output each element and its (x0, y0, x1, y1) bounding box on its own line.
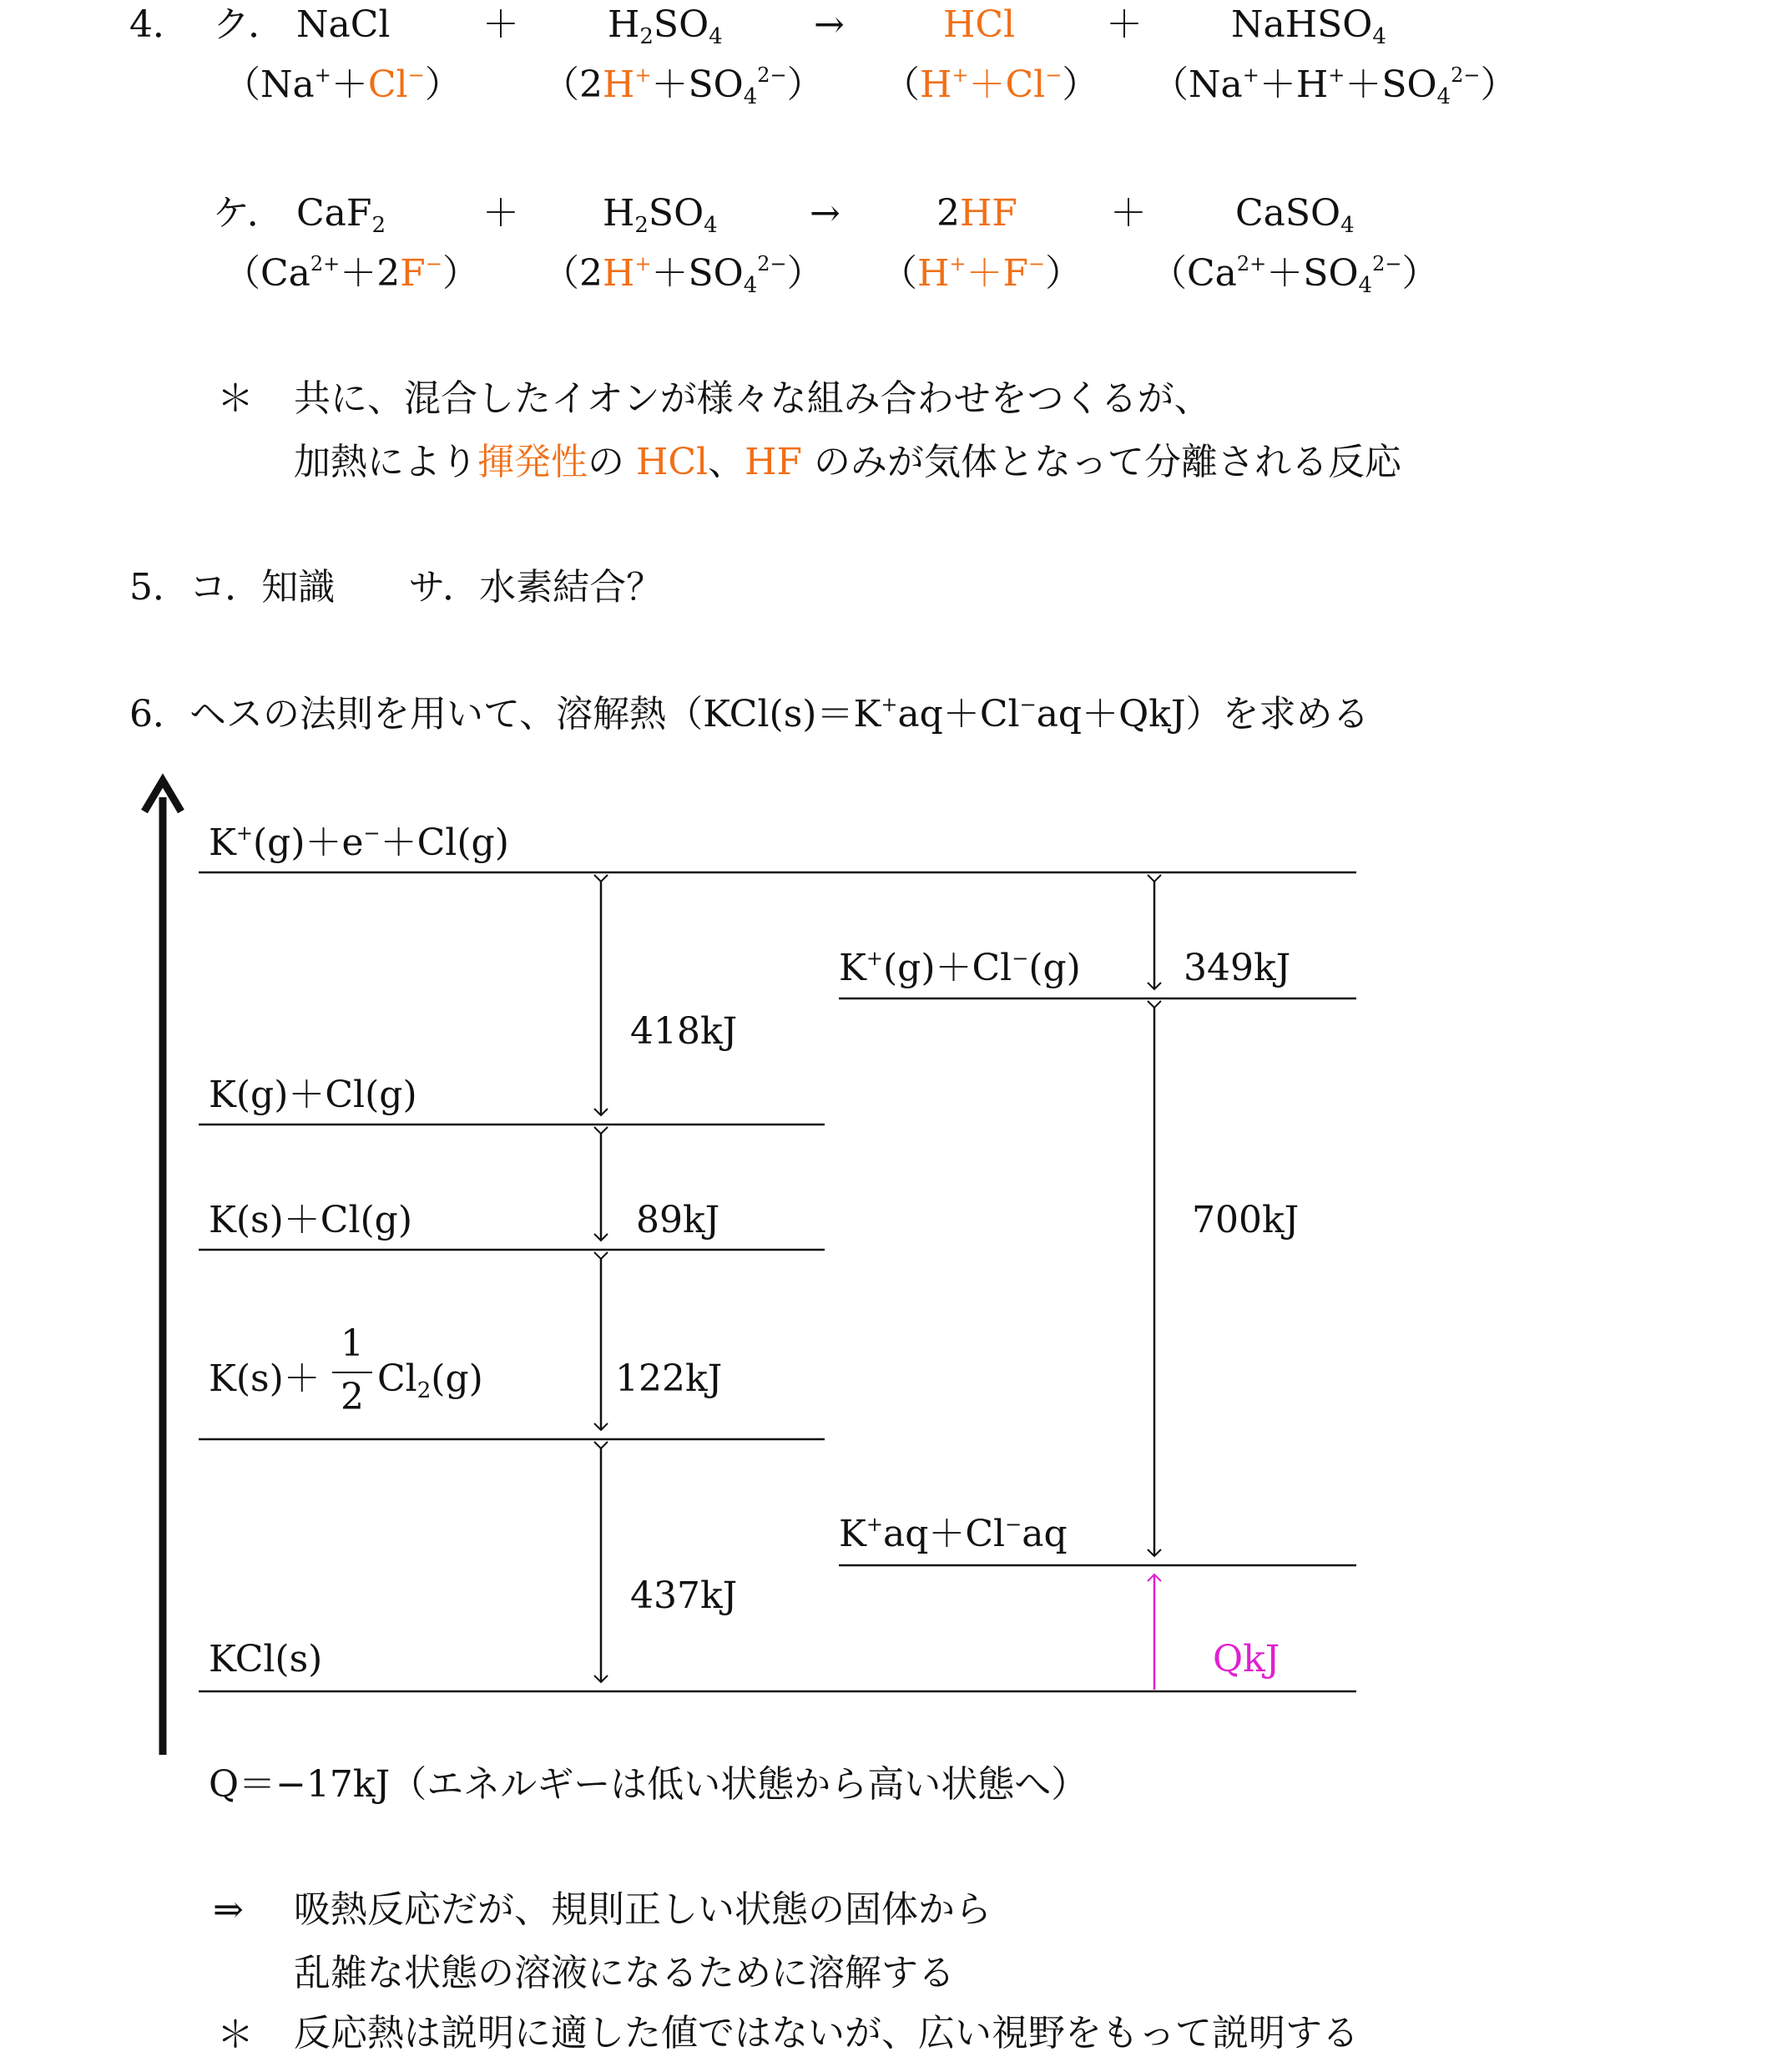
energy-label-418: 418kJ (630, 1010, 738, 1053)
ke-arrow: → (810, 192, 840, 235)
energy-label-122: 122kJ (615, 1357, 723, 1400)
fraction-denominator: 2 (341, 1376, 364, 1418)
ke-ions4: $(Ca^{2+}+SO_4^{2-})$ (1150, 252, 1439, 298)
ku-ions1: （Na+＋Cl−） (224, 63, 462, 106)
energy-label-349: 349kJ (1184, 947, 1291, 989)
ke-product2: CaSO$_4$ (1235, 192, 1355, 238)
level-label-ks: K(s)＋Cl(g) (209, 1199, 413, 1241)
level-label-kcl2-b: $Cl_2(g)$ (377, 1357, 483, 1403)
ku-reactant2: $H_2SO_4$ (608, 3, 723, 49)
ku-label: ク． (213, 3, 285, 46)
ke-ions3: （H+＋F−） (881, 252, 1083, 295)
item6-text: 6．ヘスの法則を用いて、溶解熱（KCl(s)＝K+aq＋Cl−aq＋QkJ）を求める (129, 693, 1370, 735)
ku-product2: NaHSO$_4$ (1231, 3, 1386, 49)
conclusion-note-mark: ＊ (217, 2014, 254, 2056)
note-line2: 加熱により揮発性の HCl、HF のみが気体となって分離される反応 (294, 441, 1402, 483)
ke-ions1: $(Ca^{2+}+2F^-)$ (224, 252, 479, 295)
level-label-kg: K(g)＋Cl(g) (209, 1074, 417, 1116)
ke-product1: 2HF (936, 192, 1017, 235)
fraction-numerator: 1 (341, 1322, 364, 1365)
implies-mark: ⇒ (213, 1888, 244, 1931)
energy-label-89: 89kJ (636, 1199, 720, 1241)
ke-label: ケ． (213, 192, 284, 235)
ke-ions2: $(2H^++SO_4^{2-})$ (543, 252, 824, 298)
fraction-bar (332, 1372, 372, 1373)
level-label-aq: K+aq＋Cl−aq (839, 1513, 1068, 1555)
ke-plus1: ＋ (482, 192, 519, 235)
level-label-top: K+(g)＋e−＋Cl(g) (209, 821, 509, 864)
conclusion-line3: 反応熱は説明に適した値ではないが、広い視野をもって説明する (294, 2012, 1359, 2054)
ku-ions4: $(Na^++H^++SO_4^{2-})$ (1152, 63, 1517, 109)
note-line1: 共に、混合したイオンが様々な組み合わせをつくるが、 (294, 377, 1211, 420)
item4-number: 4． (129, 3, 189, 46)
ku-plus2: ＋ (1106, 3, 1143, 46)
conclusion-line1: 吸熱反応だが、規則正しい状態の固体から (294, 1888, 992, 1931)
conclusion-line2: 乱雑な状態の溶液になるために溶解する (294, 1952, 955, 1994)
energy-label-437: 437kJ (630, 1574, 738, 1617)
ke-plus2: ＋ (1110, 192, 1147, 235)
level-label-kcl: KCl(s) (209, 1638, 323, 1680)
level-label-kcl2-a: K(s)＋ (209, 1357, 321, 1400)
ke-reactant1: CaF$_2$ (296, 192, 386, 238)
ku-product1: HCl (943, 3, 1016, 46)
level-label-ion: K+(g)＋Cl−(g) (839, 947, 1081, 989)
item5-text: 5．コ．知識 サ．水素結合？ (129, 566, 664, 609)
ke-reactant2: $H_2SO_4$ (603, 192, 718, 238)
fraction-one-half (332, 1322, 372, 1431)
ku-arrow: → (814, 3, 845, 46)
ku-ions2: $(2H^++SO_4^{2-})$ (543, 63, 824, 109)
q-result: Q＝−17kJ（エネルギーは低い状態から高い状態へ） (209, 1763, 1088, 1806)
energy-label-700: 700kJ (1192, 1199, 1300, 1241)
energy-label-q: QkJ (1213, 1638, 1280, 1680)
ku-ions3: （H+＋Cl−） (883, 63, 1099, 106)
note-mark: ＊ (217, 377, 254, 420)
ku-plus1: ＋ (482, 3, 519, 46)
ku-reactant1: NaCl (296, 3, 391, 46)
